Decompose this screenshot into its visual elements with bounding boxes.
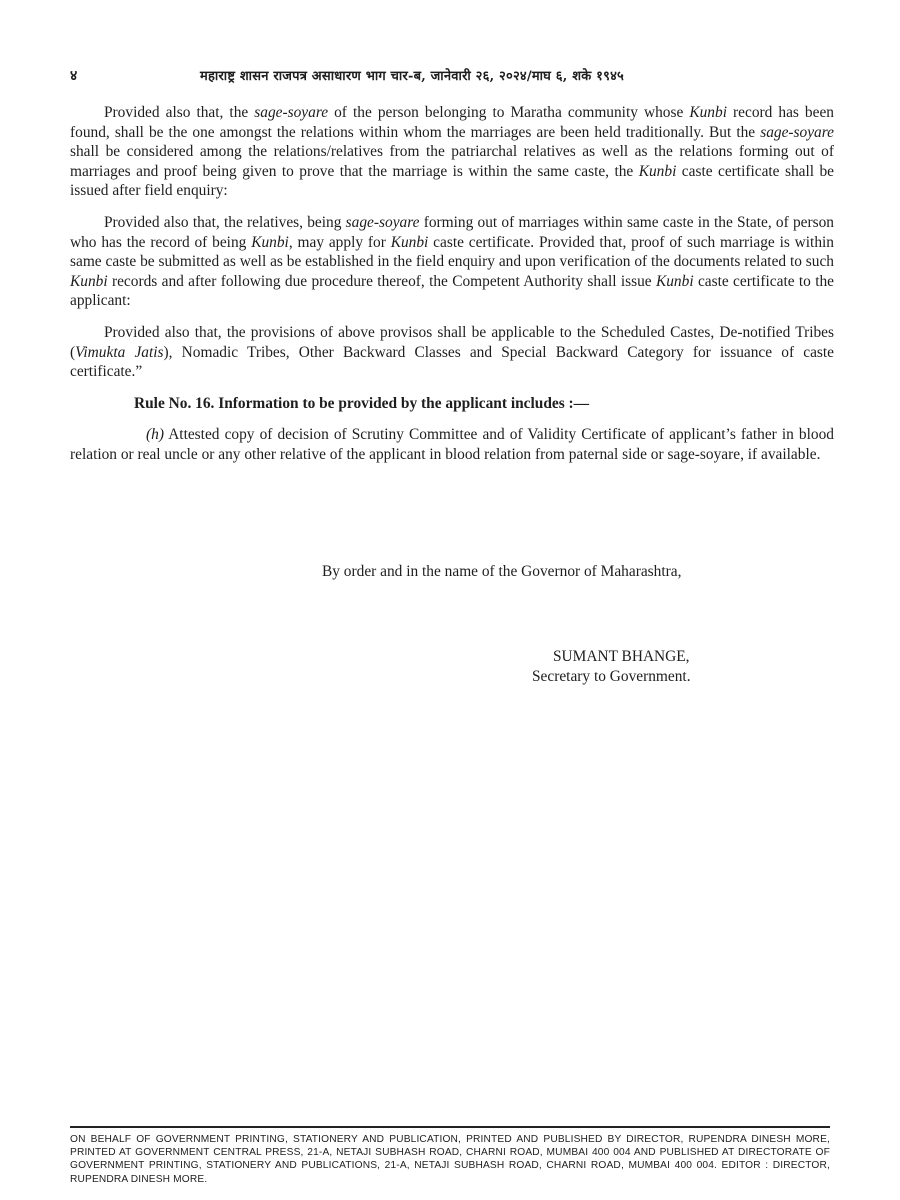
clause-label: (h) [146, 426, 164, 444]
rule-clause-h [70, 425, 834, 464]
proviso-paragraph-3: Provided also that, the provisions of above provisos shall be applicable to the Scheduled Castes, De-notified Tribes (Vimukta Jatis), Nomadic Tribes, Other Backward Classes and Special Backward Category for issuance of caste certificate.” [70, 323, 834, 381]
order-line: By order and in the name of the Governor of Maharashtra, [322, 563, 682, 580]
clause-text: Attested copy of decision of Scrutiny Committee and of Validity Certificate of applicant’s father in blood relation or real uncle or any other relative of the applicant in blood relation from paternal side or sage-soyare, if available. [70, 426, 834, 463]
proviso-paragraph-2: Provided also that, the relatives, being sage-soyare forming out of marriages within same caste in the State, of person who has the record of being Kunbi, may apply for Kunbi caste certificate. Provided that, proof of such marriage is within same caste be submitted as well as be established in the field enquiry and upon verification of the documents related to such Kunbi records and after following due procedure thereof, the Competent Authority shall issue Kunbi caste certificate to the applicant: [70, 213, 835, 310]
proviso-paragraph-1: Provided also that, the sage-soyare of the person belonging to Maratha community whose Kunbi record has been found, shall be the one amongst the relations within whom the marriages are been held traditionally. But the sage-soyare shall be considered among the relations/relatives from the patriarchal relatives as well as the relations forming out of marriages and proof being given to prove that the marriage is within the same caste, the Kunbi caste certificate shall be issued after field enquiry: [70, 104, 834, 200]
rule-heading: Rule No. 16. Information to be provided by the applicant includes :— [134, 394, 590, 412]
page-number: ४ [70, 68, 78, 84]
running-head: महाराष्ट्र शासन राजपत्र असाधारण भाग चार-ब, जानेवारी २६, २०२४/माघ ६, शके १९४५ [200, 69, 624, 84]
signatory-name: SUMANT BHANGE, [553, 648, 690, 665]
imprint-text: ON BEHALF OF GOVERNMENT PRINTING, STATIONERY AND PUBLICATION, PRINTED AND PUBLISHED BY DIRECTOR, RUPENDRA DINESH MORE, PRINTED AT GOVERNMENT CENTRAL PRESS, 21-A, NETAJI SUBHASH ROAD, CHARNI ROAD, MUMBAI 400 004 AND PUBLISHED AT DIRECTORATE OF GOVERNMENT PRINTING, STATIONERY AND PUBLICATIONS, 21-A, NETAJI SUBHASH ROAD, CHARNI ROAD, MUMBAI 400 004. EDITOR : DIRECTOR, RUPENDRA DINESH MORE. [70, 1134, 830, 1185]
imprint-footer [70, 1126, 830, 1186]
document-body [70, 103, 834, 477]
signatory-designation: Secretary to Government. [532, 668, 691, 685]
page-header [70, 66, 834, 88]
